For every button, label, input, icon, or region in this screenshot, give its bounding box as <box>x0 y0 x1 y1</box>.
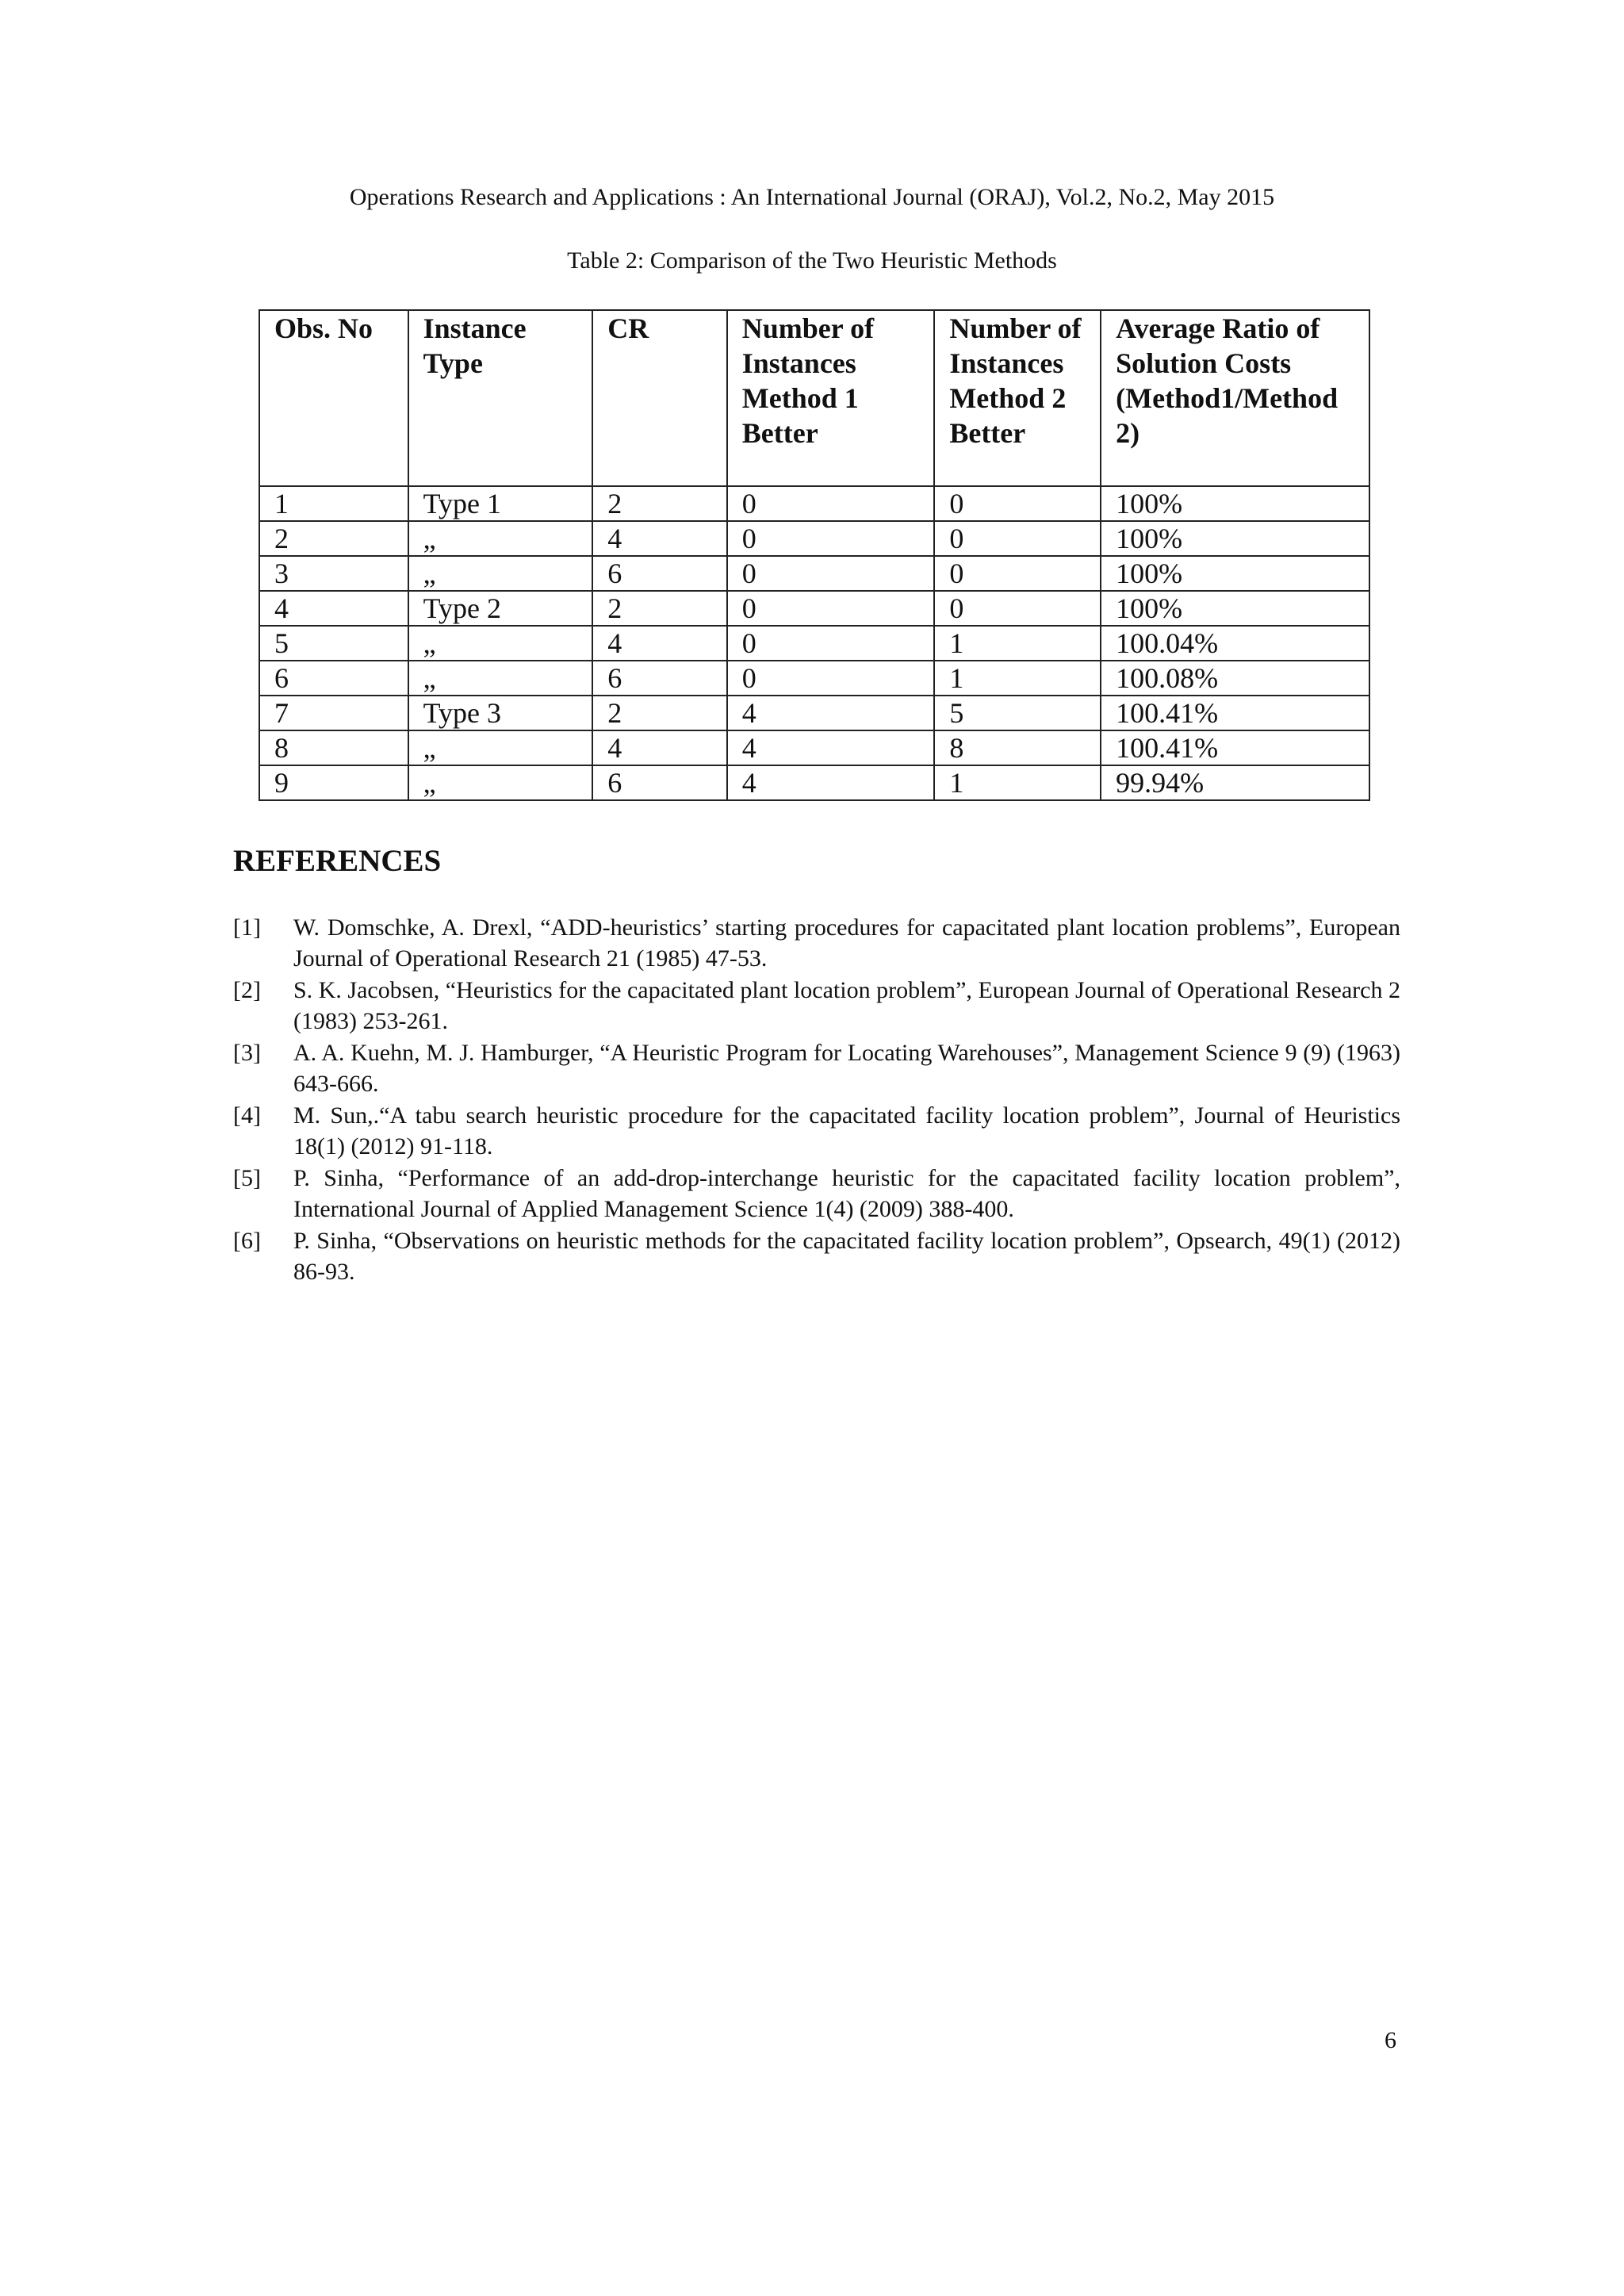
cell-instance-type: „ <box>408 521 593 556</box>
table-row <box>259 486 1369 521</box>
reference-number: [4] <box>233 1102 261 1129</box>
cell-obs-no: 1 <box>259 486 408 521</box>
cell-method2-better: 0 <box>934 591 1101 626</box>
cell-obs-no: 7 <box>259 696 408 730</box>
cell-instance-type: „ <box>408 730 593 765</box>
reference-text: S. K. Jacobsen, “Heuristics for the capacitated plant location problem”, European Journal of Operational Research 2 (1983) 253-261. <box>293 977 1400 1034</box>
table-row <box>259 730 1369 765</box>
cell-cr: 2 <box>592 591 727 626</box>
cell-instance-type: „ <box>408 626 593 661</box>
reference-item <box>233 1163 1400 1225</box>
reference-item <box>233 975 1400 1037</box>
column-header-instance-type: Instance Type <box>408 310 593 486</box>
cell-method1-better: 4 <box>727 730 935 765</box>
page-number: 6 <box>1385 2027 1396 2053</box>
reference-text: M. Sun,.“A tabu search heuristic procedure for the capacitated facility location problem”, Journal of Heuristics 18(1) (2012) 91-118. <box>293 1102 1400 1159</box>
cell-average-ratio: 100.04% <box>1101 626 1369 661</box>
table-row <box>259 556 1369 591</box>
reference-item <box>233 1225 1400 1287</box>
column-header-method1-better: Number of Instances Method 1 Better <box>727 310 935 486</box>
cell-instance-type: „ <box>408 765 593 800</box>
cell-method2-better: 5 <box>934 696 1101 730</box>
cell-instance-type: Type 1 <box>408 486 593 521</box>
cell-instance-type: „ <box>408 661 593 696</box>
cell-average-ratio: 99.94% <box>1101 765 1369 800</box>
column-header-obs-no: Obs. No <box>259 310 408 486</box>
cell-obs-no: 8 <box>259 730 408 765</box>
reference-number: [6] <box>233 1228 261 1254</box>
journal-header: Operations Research and Applications : An International Journal (ORAJ), Vol.2, No.2, May 2015 <box>349 184 1275 210</box>
reference-list <box>233 912 1400 1288</box>
cell-method2-better: 1 <box>934 661 1101 696</box>
cell-cr: 4 <box>592 730 727 765</box>
cell-method2-better: 0 <box>934 521 1101 556</box>
reference-text: W. Domschke, A. Drexl, “ADD-heuristics’ starting procedures for capacitated plant location problems”, European Journal of Operational Research 21 (1985) 47-53. <box>293 914 1400 972</box>
reference-number: [1] <box>233 914 261 941</box>
reference-number: [3] <box>233 1040 261 1066</box>
cell-obs-no: 5 <box>259 626 408 661</box>
cell-average-ratio: 100% <box>1101 521 1369 556</box>
cell-method2-better: 0 <box>934 486 1101 521</box>
table-row <box>259 696 1369 730</box>
cell-obs-no: 6 <box>259 661 408 696</box>
column-header-cr: CR <box>592 310 727 486</box>
comparison-table <box>259 309 1370 801</box>
table-row <box>259 521 1369 556</box>
reference-text: P. Sinha, “Observations on heuristic methods for the capacitated facility location problem”, Opsearch, 49(1) (2012) 86-93. <box>293 1228 1400 1285</box>
cell-method1-better: 0 <box>727 661 935 696</box>
cell-method1-better: 0 <box>727 521 935 556</box>
table-row <box>259 591 1369 626</box>
cell-method2-better: 1 <box>934 626 1101 661</box>
reference-text: P. Sinha, “Performance of an add-drop-interchange heuristic for the capacitated facility location problem”, International Journal of Applied Management Science 1(4) (2009) 388-400. <box>293 1165 1400 1222</box>
cell-average-ratio: 100.08% <box>1101 661 1369 696</box>
cell-cr: 2 <box>592 486 727 521</box>
cell-cr: 2 <box>592 696 727 730</box>
reference-item <box>233 1100 1400 1162</box>
reference-text: A. A. Kuehn, M. J. Hamburger, “A Heuristic Program for Locating Warehouses”, Management Science 9 (9) (1963) 643-666. <box>293 1040 1400 1097</box>
cell-cr: 6 <box>592 661 727 696</box>
reference-number: [2] <box>233 977 261 1003</box>
cell-method1-better: 0 <box>727 486 935 521</box>
cell-cr: 6 <box>592 765 727 800</box>
reference-item <box>233 912 1400 974</box>
cell-obs-no: 9 <box>259 765 408 800</box>
table-row <box>259 626 1369 661</box>
cell-instance-type: Type 2 <box>408 591 593 626</box>
column-header-method2-better: Number of Instances Method 2 Better <box>934 310 1101 486</box>
table-header-row <box>259 310 1369 486</box>
reference-item <box>233 1037 1400 1099</box>
column-header-average-ratio: Average Ratio of Solution Costs (Method1/Method 2) <box>1101 310 1369 486</box>
cell-method2-better: 0 <box>934 556 1101 591</box>
cell-obs-no: 3 <box>259 556 408 591</box>
references-heading: REFERENCES <box>233 844 442 878</box>
cell-cr: 6 <box>592 556 727 591</box>
cell-average-ratio: 100.41% <box>1101 730 1369 765</box>
cell-method2-better: 8 <box>934 730 1101 765</box>
cell-instance-type: „ <box>408 556 593 591</box>
cell-average-ratio: 100% <box>1101 591 1369 626</box>
cell-method1-better: 0 <box>727 556 935 591</box>
cell-obs-no: 2 <box>259 521 408 556</box>
cell-method1-better: 4 <box>727 765 935 800</box>
cell-obs-no: 4 <box>259 591 408 626</box>
table-row <box>259 765 1369 800</box>
cell-cr: 4 <box>592 521 727 556</box>
cell-average-ratio: 100% <box>1101 486 1369 521</box>
reference-number: [5] <box>233 1165 261 1191</box>
cell-instance-type: Type 3 <box>408 696 593 730</box>
cell-method1-better: 0 <box>727 591 935 626</box>
cell-average-ratio: 100.41% <box>1101 696 1369 730</box>
table-row <box>259 661 1369 696</box>
table-caption: Table 2: Comparison of the Two Heuristic Methods <box>567 247 1057 274</box>
cell-method1-better: 0 <box>727 626 935 661</box>
cell-cr: 4 <box>592 626 727 661</box>
cell-average-ratio: 100% <box>1101 556 1369 591</box>
cell-method2-better: 1 <box>934 765 1101 800</box>
cell-method1-better: 4 <box>727 696 935 730</box>
